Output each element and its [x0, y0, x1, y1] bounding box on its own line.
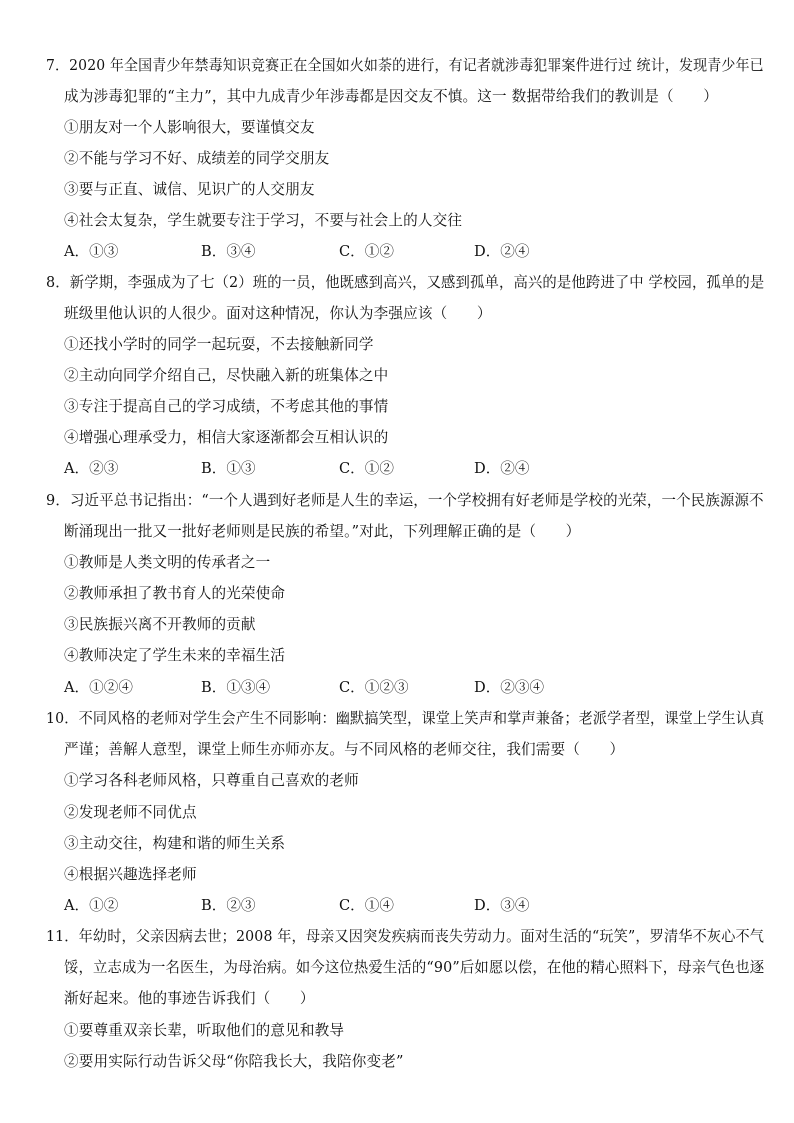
question-7-option-1: ①朋友对一个人影响很大，要谨慎交友	[64, 119, 315, 136]
question-10-option-1: ①学习各科老师风格，只尊重自己喜欢的老师	[64, 772, 359, 789]
choice-a: A．①③	[64, 243, 119, 260]
choice-d: D．③④	[474, 897, 530, 914]
question-11-stem-line-3: 渐好起来。他的事迹告诉我们（ ）	[64, 990, 315, 1007]
question-8-option-2: ②主动向同学介绍自己，尽快融入新的班集体之中	[64, 367, 389, 384]
choice-a: A．①②	[64, 897, 119, 914]
question-11-option-1: ①要尊重双亲长辈，听取他们的意见和教导	[64, 1022, 345, 1039]
choice-c: C．①②	[339, 460, 394, 477]
question-11-option-2: ②要用实际行动告诉父母“你陪我长大，我陪你变老”	[64, 1053, 404, 1070]
question-10-choices	[64, 896, 754, 916]
question-9-stem-line-1: 9．习近平总书记指出：“一个人遇到好老师是人生的幸运，一个学校拥有好老师是学校的光荣，一个民族源源不	[46, 492, 764, 509]
question-10-option-4: ④根据兴趣选择老师	[64, 866, 197, 883]
question-9-stem-line-2: 断涌现出一批又一批好老师则是民族的希望。”对此，下列理解正确的是（ ）	[64, 523, 581, 540]
question-8-stem-line-1: 8．新学期，李强成为了七（2）班的一员，他既感到高兴，又感到孤单，高兴的是他跨进了中 学校园，孤单的是	[46, 274, 765, 291]
question-8-option-1: ①还找小学时的同学一起玩耍，不去接触新同学	[64, 336, 374, 353]
question-7-option-2: ②不能与学习不好、成绩差的同学交朋友	[64, 150, 330, 167]
question-10-option-2: ②发现老师不同优点	[64, 804, 197, 821]
question-11-stem-line-1: 11．年幼时，父亲因病去世；2008 年，母亲又因突发疾病而丧失劳动力。面对生活的“玩笑”，罗清华不灰心不气	[46, 928, 765, 945]
question-10-option-3: ③主动交往，构建和谐的师生关系	[64, 835, 286, 852]
question-7-stem-line-2: 成为涉毒犯罪的“主力”，其中九成青少年涉毒都是因交友不慎。这一 数据带给我们的教训是（ ）	[64, 88, 718, 105]
question-9-option-3: ③民族振兴离不开教师的贡献	[64, 616, 256, 633]
question-10-stem-line-2: 严谨；善解人意型，课堂上师生亦师亦友。与不同风格的老师交往，我们需要（ ）	[64, 741, 625, 758]
question-7-option-3: ③要与正直、诚信、见识广的人交朋友	[64, 181, 315, 198]
question-8-stem-line-2: 班级里他认识的人很少。面对这种情况，你认为李强应该（ ）	[64, 305, 492, 322]
question-8-choices	[64, 459, 754, 479]
question-8-option-4: ④增强心理承受力，相信大家逐渐都会互相认识的	[64, 429, 389, 446]
question-9-choices	[64, 678, 754, 698]
question-11-stem-line-2: 馁，立志成为一名医生，为母治病。如今这位热爱生活的“90”后如愿以偿，在他的精心照料下，母亲气色也逐	[64, 959, 765, 976]
question-10-stem-line-1: 10．不同风格的老师对学生会产生不同影响：幽默搞笑型，课堂上笑声和掌声兼备；老派学者型，课堂上学生认真	[46, 710, 765, 727]
choice-b: B．①③	[201, 460, 256, 477]
choice-b: B．③④	[201, 243, 256, 260]
choice-b: B．②③	[201, 897, 256, 914]
question-7-choices	[64, 242, 754, 262]
choice-b: B．①③④	[201, 679, 271, 696]
question-8-option-3: ③专注于提高自己的学习成绩，不考虑其他的事情	[64, 398, 389, 415]
choice-d: D．②④	[474, 460, 530, 477]
question-9-option-2: ②教师承担了教书育人的光荣使命	[64, 585, 286, 602]
question-9-option-4: ④教师决定了学生未来的幸福生活	[64, 647, 286, 664]
choice-c: C．①④	[339, 897, 394, 914]
choice-c: C．①②③	[339, 679, 409, 696]
question-7-option-4: ④社会太复杂，学生就要专注于学习，不要与社会上的人交往	[64, 212, 463, 229]
choice-a: A．①②④	[64, 679, 133, 696]
choice-d: D．②③④	[474, 679, 545, 696]
question-7-stem-line-1: 7．2020 年全国青少年禁毒知识竞赛正在全国如火如荼的进行，有记者就涉毒犯罪案件进行过 统计，发现青少年已	[46, 57, 764, 74]
question-9-option-1: ①教师是人类文明的传承者之一	[64, 554, 271, 571]
choice-d: D．②④	[474, 243, 530, 260]
choice-c: C．①②	[339, 243, 394, 260]
choice-a: A．②③	[64, 460, 119, 477]
